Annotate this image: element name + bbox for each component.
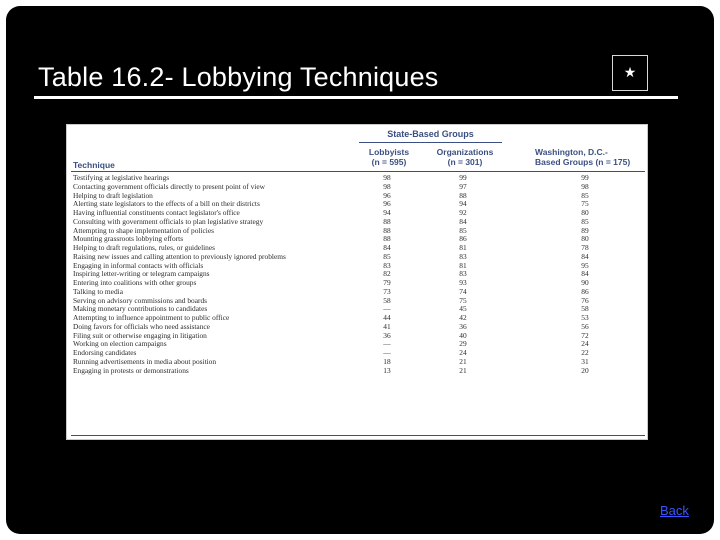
cell-washington: 72 (581, 330, 589, 340)
cell-washington: 58 (581, 304, 589, 314)
cell-lobbyists: 13 (383, 365, 391, 375)
cell-lobbyists: 94 (383, 208, 391, 217)
cell-washington: 84 (581, 251, 589, 261)
column-header-washington (535, 147, 639, 167)
cell-technique: Endorsing candidates (73, 348, 137, 357)
cell-lobbyists: 88 (383, 234, 391, 244)
cell-lobbyists: 96 (383, 199, 391, 209)
cell-washington: 84 (581, 269, 589, 279)
cell-washington: 31 (581, 356, 589, 366)
cell-technique: Consulting with government officials to plan legislative strategy (73, 216, 264, 226)
cell-technique: Entering into coalitions with other groups (73, 278, 197, 287)
cell-washington: 24 (581, 339, 589, 349)
cell-lobbyists: 58 (383, 295, 391, 305)
cell-organizations: 83 (459, 251, 467, 261)
cell-organizations: 74 (459, 286, 467, 296)
cell-technique: Filing suit or otherwise engaging in litigation (73, 330, 207, 340)
column-header-washington-line1: Washington, D.C.- (535, 147, 608, 157)
cell-technique: Doing favors for officials who need assistance (73, 321, 210, 331)
slide-title: Table 16.2- Lobbying Techniques (38, 62, 439, 92)
column-header-lobbyists-line1: Lobbyists (368, 147, 410, 157)
cell-technique: Mounting grassroots lobbying efforts (73, 234, 184, 244)
cell-lobbyists: 88 (383, 225, 391, 235)
cell-washington: 20 (581, 365, 589, 375)
cell-washington: 86 (581, 286, 589, 296)
cell-organizations: 97 (459, 181, 467, 191)
title-underline (34, 96, 678, 99)
table-row (67, 183, 649, 192)
table-row (67, 367, 649, 376)
cell-organizations: 40 (459, 330, 467, 340)
column-header-technique: Technique (73, 160, 115, 170)
cell-technique: Engaging in protests or demonstrations (73, 365, 189, 375)
cell-washington: 78 (581, 243, 589, 252)
cell-lobbyists: 82 (383, 269, 391, 279)
group-header-rule (359, 142, 502, 143)
cell-technique: Inspiring letter-writing or telegram campaigns (73, 269, 210, 279)
cell-organizations: 81 (459, 243, 467, 252)
cell-washington: 95 (581, 260, 589, 270)
cell-organizations: 94 (459, 199, 467, 209)
cell-technique: Alerting state legislators to the effects of a bill on their districts (73, 199, 260, 209)
cell-organizations: 92 (459, 208, 467, 217)
cell-technique: Making monetary contributions to candidates (73, 304, 208, 314)
cell-washington: 89 (581, 225, 589, 235)
cell-washington: 56 (581, 321, 589, 331)
cell-technique: Attempting to shape implementation of policies (73, 225, 215, 235)
cell-organizations: 93 (459, 278, 467, 287)
cell-washington: 75 (581, 199, 589, 209)
table-row (67, 279, 649, 288)
cell-technique: Contacting government officials directly to present point of view (73, 181, 265, 191)
cell-washington: 53 (581, 313, 589, 322)
table-row (67, 340, 649, 349)
column-header-organizations-line1: Organizations (436, 147, 494, 157)
cell-washington: 90 (581, 278, 589, 287)
cell-washington: 85 (581, 190, 589, 200)
cell-organizations: 21 (459, 365, 467, 375)
cell-technique: Running advertisements in media about position (73, 356, 217, 366)
cell-lobbyists: 79 (383, 278, 391, 287)
cell-organizations: 85 (459, 225, 467, 235)
cell-organizations: 42 (459, 313, 467, 322)
cell-organizations: 75 (459, 295, 467, 305)
cell-washington: 80 (581, 234, 589, 244)
cell-lobbyists: 18 (383, 356, 391, 366)
cell-lobbyists: 83 (383, 260, 391, 270)
cell-washington: 22 (581, 348, 589, 357)
cell-technique: Attempting to influence appointment to public office (73, 313, 230, 322)
cell-lobbyists: — (383, 348, 391, 357)
column-header-washington-line2: Based Groups (n = 175) (535, 157, 631, 167)
cell-lobbyists: 85 (383, 251, 391, 261)
cell-technique: Testifying at legislative hearings (73, 173, 170, 182)
column-header-lobbyists-line2: (n = 595) (371, 157, 407, 167)
cell-organizations: 36 (459, 321, 467, 331)
column-header-organizations (427, 147, 503, 167)
cell-lobbyists: 98 (383, 173, 391, 182)
cell-washington: 80 (581, 208, 589, 217)
cell-organizations: 81 (459, 260, 467, 270)
cell-technique: Having influential constituents contact legislator's office (73, 208, 240, 217)
cell-organizations: 84 (459, 216, 467, 226)
cell-organizations: 29 (459, 339, 467, 349)
cell-lobbyists: — (383, 304, 391, 314)
cell-washington: 99 (581, 173, 589, 182)
header-rule (71, 171, 645, 172)
cell-organizations: 86 (459, 234, 467, 244)
cell-technique: Serving on advisory commissions and boards (73, 295, 208, 305)
cell-organizations: 45 (459, 304, 467, 314)
cell-organizations: 88 (459, 190, 467, 200)
column-header-organizations-line2: (n = 301) (447, 157, 483, 167)
cell-technique: Helping to draft regulations, rules, or guidelines (73, 243, 216, 252)
table-bottom-rule (71, 435, 645, 436)
star-icon-button[interactable]: ★ (612, 55, 648, 91)
cell-technique: Raising new issues and calling attention to previously ignored problems (73, 251, 286, 261)
cell-technique: Working on election campaigns (73, 339, 167, 349)
cell-lobbyists: — (383, 339, 391, 349)
table-body (67, 174, 649, 375)
cell-lobbyists: 96 (383, 190, 391, 200)
lobbying-table-image (66, 124, 648, 440)
cell-technique: Engaging in informal contacts with officials (73, 260, 204, 270)
cell-technique: Helping to draft legislation (73, 190, 153, 200)
cell-technique: Talking to media (73, 286, 123, 296)
cell-lobbyists: 73 (383, 286, 391, 296)
cell-washington: 85 (581, 216, 589, 226)
cell-lobbyists: 84 (383, 243, 391, 252)
cell-washington: 98 (581, 181, 589, 191)
cell-lobbyists: 98 (383, 181, 391, 191)
back-link[interactable]: Back (660, 503, 689, 518)
cell-lobbyists: 41 (383, 321, 391, 331)
cell-organizations: 24 (459, 348, 467, 357)
cell-washington: 76 (581, 295, 589, 305)
cell-organizations: 21 (459, 356, 467, 366)
cell-organizations: 83 (459, 269, 467, 279)
group-header: State-Based Groups (387, 129, 474, 139)
cell-organizations: 99 (459, 173, 467, 182)
column-header-lobbyists (363, 147, 415, 167)
cell-lobbyists: 36 (383, 330, 391, 340)
cell-lobbyists: 44 (383, 313, 391, 322)
cell-lobbyists: 88 (383, 216, 391, 226)
